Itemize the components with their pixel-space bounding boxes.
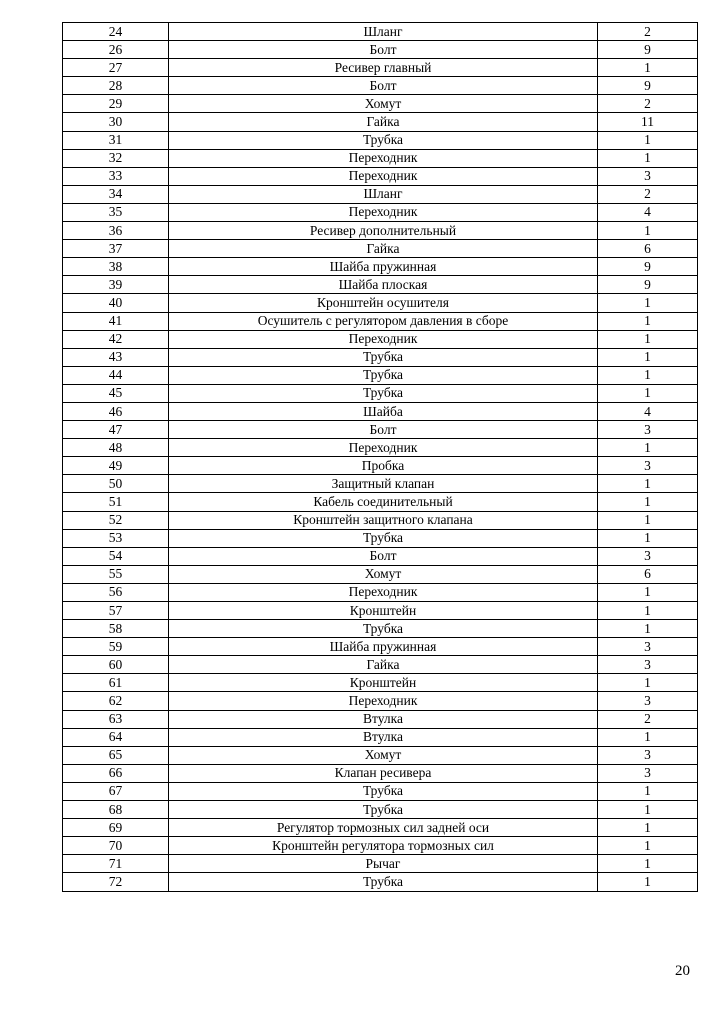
item-quantity-cell: 1	[598, 294, 698, 312]
item-number-cell: 33	[63, 167, 169, 185]
table-row	[63, 837, 698, 855]
item-number-cell: 38	[63, 258, 169, 276]
item-number-cell: 32	[63, 149, 169, 167]
item-name-cell: Защитный клапан	[169, 475, 598, 493]
item-quantity-cell: 3	[598, 167, 698, 185]
item-number-cell: 39	[63, 276, 169, 294]
item-quantity-cell: 3	[598, 764, 698, 782]
item-number-cell: 42	[63, 330, 169, 348]
item-number-cell: 53	[63, 529, 169, 547]
item-quantity-cell: 2	[598, 710, 698, 728]
item-number-cell: 63	[63, 710, 169, 728]
item-number-cell: 28	[63, 77, 169, 95]
table-row	[63, 312, 698, 330]
item-quantity-cell: 1	[598, 493, 698, 511]
table-row	[63, 710, 698, 728]
item-number-cell: 35	[63, 203, 169, 221]
item-number-cell: 37	[63, 240, 169, 258]
table-row	[63, 782, 698, 800]
item-name-cell: Кронштейн	[169, 674, 598, 692]
item-name-cell: Осушитель с регулятором давления в сборе	[169, 312, 598, 330]
item-name-cell: Хомут	[169, 565, 598, 583]
table-row	[63, 728, 698, 746]
table-row	[63, 276, 698, 294]
item-number-cell: 40	[63, 294, 169, 312]
item-number-cell: 70	[63, 837, 169, 855]
item-name-cell: Гайка	[169, 240, 598, 258]
item-quantity-cell: 1	[598, 529, 698, 547]
item-quantity-cell: 3	[598, 547, 698, 565]
item-name-cell: Переходник	[169, 149, 598, 167]
table-row	[63, 692, 698, 710]
item-quantity-cell: 1	[598, 366, 698, 384]
item-number-cell: 31	[63, 131, 169, 149]
item-number-cell: 62	[63, 692, 169, 710]
item-name-cell: Кронштейн осушителя	[169, 294, 598, 312]
table-row	[63, 258, 698, 276]
table-row	[63, 801, 698, 819]
item-quantity-cell: 1	[598, 348, 698, 366]
item-number-cell: 41	[63, 312, 169, 330]
item-name-cell: Хомут	[169, 746, 598, 764]
item-number-cell: 48	[63, 439, 169, 457]
item-quantity-cell: 3	[598, 746, 698, 764]
item-name-cell: Болт	[169, 77, 598, 95]
table-row	[63, 529, 698, 547]
item-number-cell: 59	[63, 638, 169, 656]
table-row	[63, 602, 698, 620]
table-row	[63, 41, 698, 59]
item-number-cell: 66	[63, 764, 169, 782]
item-name-cell: Пробка	[169, 457, 598, 475]
item-number-cell: 51	[63, 493, 169, 511]
item-name-cell: Трубка	[169, 801, 598, 819]
item-quantity-cell: 2	[598, 23, 698, 41]
table-row	[63, 222, 698, 240]
table-row	[63, 439, 698, 457]
item-name-cell: Переходник	[169, 439, 598, 457]
item-number-cell: 50	[63, 475, 169, 493]
table-row	[63, 493, 698, 511]
item-number-cell: 44	[63, 366, 169, 384]
table-row	[63, 294, 698, 312]
item-quantity-cell: 3	[598, 656, 698, 674]
item-number-cell: 36	[63, 222, 169, 240]
item-quantity-cell: 1	[598, 801, 698, 819]
item-quantity-cell: 4	[598, 402, 698, 420]
item-quantity-cell: 1	[598, 837, 698, 855]
item-quantity-cell: 1	[598, 674, 698, 692]
item-name-cell: Гайка	[169, 656, 598, 674]
item-number-cell: 67	[63, 782, 169, 800]
item-number-cell: 24	[63, 23, 169, 41]
item-quantity-cell: 1	[598, 312, 698, 330]
table-row	[63, 23, 698, 41]
item-quantity-cell: 1	[598, 149, 698, 167]
item-quantity-cell: 2	[598, 185, 698, 203]
table-row	[63, 95, 698, 113]
item-number-cell: 47	[63, 421, 169, 439]
item-number-cell: 52	[63, 511, 169, 529]
table-row	[63, 656, 698, 674]
table-row	[63, 113, 698, 131]
table-row	[63, 565, 698, 583]
item-name-cell: Трубка	[169, 529, 598, 547]
item-number-cell: 30	[63, 113, 169, 131]
item-number-cell: 54	[63, 547, 169, 565]
table-row	[63, 185, 698, 203]
item-name-cell: Трубка	[169, 620, 598, 638]
table-row	[63, 167, 698, 185]
item-name-cell: Переходник	[169, 692, 598, 710]
table-row	[63, 819, 698, 837]
item-number-cell: 57	[63, 602, 169, 620]
table-row	[63, 873, 698, 891]
item-name-cell: Кабель соединительный	[169, 493, 598, 511]
item-quantity-cell: 1	[598, 439, 698, 457]
table-row	[63, 475, 698, 493]
item-name-cell: Трубка	[169, 384, 598, 402]
item-number-cell: 45	[63, 384, 169, 402]
item-quantity-cell: 11	[598, 113, 698, 131]
item-name-cell: Кронштейн защитного клапана	[169, 511, 598, 529]
item-name-cell: Хомут	[169, 95, 598, 113]
item-name-cell: Регулятор тормозных сил задней оси	[169, 819, 598, 837]
item-quantity-cell: 1	[598, 620, 698, 638]
item-quantity-cell: 3	[598, 421, 698, 439]
table-row	[63, 330, 698, 348]
table-row	[63, 638, 698, 656]
table-row	[63, 620, 698, 638]
item-number-cell: 60	[63, 656, 169, 674]
item-name-cell: Шланг	[169, 23, 598, 41]
item-number-cell: 29	[63, 95, 169, 113]
page-number: 20	[675, 963, 690, 979]
table-row	[63, 421, 698, 439]
table-row	[63, 240, 698, 258]
item-quantity-cell: 1	[598, 819, 698, 837]
item-name-cell: Ресивер главный	[169, 59, 598, 77]
table-row	[63, 203, 698, 221]
table-row	[63, 855, 698, 873]
item-name-cell: Гайка	[169, 113, 598, 131]
item-name-cell: Ресивер дополнительный	[169, 222, 598, 240]
item-name-cell: Втулка	[169, 710, 598, 728]
table-row	[63, 149, 698, 167]
item-name-cell: Рычаг	[169, 855, 598, 873]
item-quantity-cell: 1	[598, 728, 698, 746]
table-row	[63, 59, 698, 77]
item-name-cell: Переходник	[169, 330, 598, 348]
item-quantity-cell: 1	[598, 384, 698, 402]
item-quantity-cell: 6	[598, 565, 698, 583]
item-quantity-cell: 1	[598, 511, 698, 529]
item-number-cell: 34	[63, 185, 169, 203]
item-name-cell: Трубка	[169, 873, 598, 891]
item-number-cell: 26	[63, 41, 169, 59]
item-name-cell: Болт	[169, 41, 598, 59]
item-quantity-cell: 1	[598, 330, 698, 348]
item-name-cell: Шайба плоская	[169, 276, 598, 294]
item-name-cell: Кронштейн	[169, 602, 598, 620]
item-quantity-cell: 1	[598, 59, 698, 77]
item-number-cell: 64	[63, 728, 169, 746]
item-name-cell: Трубка	[169, 782, 598, 800]
table-row	[63, 131, 698, 149]
item-number-cell: 27	[63, 59, 169, 77]
item-number-cell: 72	[63, 873, 169, 891]
item-number-cell: 65	[63, 746, 169, 764]
item-quantity-cell: 1	[598, 475, 698, 493]
item-name-cell: Болт	[169, 421, 598, 439]
item-quantity-cell: 4	[598, 203, 698, 221]
item-number-cell: 55	[63, 565, 169, 583]
item-quantity-cell: 2	[598, 95, 698, 113]
item-number-cell: 49	[63, 457, 169, 475]
item-name-cell: Трубка	[169, 366, 598, 384]
item-name-cell: Трубка	[169, 131, 598, 149]
item-quantity-cell: 3	[598, 638, 698, 656]
parts-table-body	[63, 23, 698, 892]
item-name-cell: Переходник	[169, 167, 598, 185]
item-number-cell: 68	[63, 801, 169, 819]
table-row	[63, 547, 698, 565]
item-name-cell: Переходник	[169, 203, 598, 221]
item-number-cell: 46	[63, 402, 169, 420]
item-quantity-cell: 1	[598, 855, 698, 873]
item-quantity-cell: 9	[598, 258, 698, 276]
item-name-cell: Переходник	[169, 583, 598, 601]
item-quantity-cell: 1	[598, 873, 698, 891]
item-name-cell: Шайба пружинная	[169, 258, 598, 276]
table-row	[63, 384, 698, 402]
table-row	[63, 77, 698, 95]
item-name-cell: Шланг	[169, 185, 598, 203]
table-row	[63, 366, 698, 384]
table-row	[63, 764, 698, 782]
table-row	[63, 583, 698, 601]
item-name-cell: Шайба	[169, 402, 598, 420]
item-quantity-cell: 9	[598, 77, 698, 95]
item-quantity-cell: 9	[598, 41, 698, 59]
item-number-cell: 71	[63, 855, 169, 873]
table-row	[63, 348, 698, 366]
item-quantity-cell: 1	[598, 131, 698, 149]
parts-table	[62, 22, 698, 892]
item-number-cell: 61	[63, 674, 169, 692]
item-number-cell: 58	[63, 620, 169, 638]
table-row	[63, 511, 698, 529]
table-row	[63, 402, 698, 420]
item-name-cell: Трубка	[169, 348, 598, 366]
item-number-cell: 56	[63, 583, 169, 601]
item-quantity-cell: 1	[598, 222, 698, 240]
item-name-cell: Втулка	[169, 728, 598, 746]
item-quantity-cell: 3	[598, 692, 698, 710]
table-row	[63, 674, 698, 692]
item-quantity-cell: 6	[598, 240, 698, 258]
item-quantity-cell: 1	[598, 782, 698, 800]
item-name-cell: Клапан ресивера	[169, 764, 598, 782]
item-name-cell: Болт	[169, 547, 598, 565]
item-number-cell: 43	[63, 348, 169, 366]
item-quantity-cell: 1	[598, 602, 698, 620]
table-row	[63, 746, 698, 764]
item-number-cell: 69	[63, 819, 169, 837]
table-row	[63, 457, 698, 475]
item-name-cell: Шайба пружинная	[169, 638, 598, 656]
item-quantity-cell: 3	[598, 457, 698, 475]
item-name-cell: Кронштейн регулятора тормозных сил	[169, 837, 598, 855]
item-quantity-cell: 9	[598, 276, 698, 294]
item-quantity-cell: 1	[598, 583, 698, 601]
